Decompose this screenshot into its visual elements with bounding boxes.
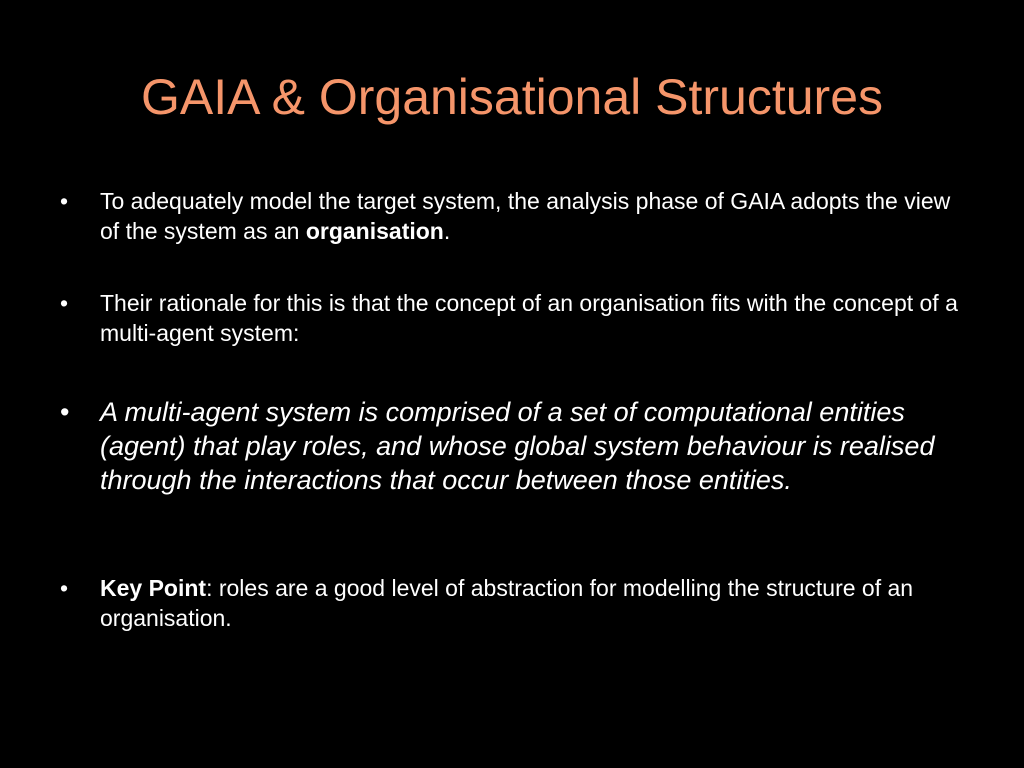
bullet-text-segment: : roles are a good level of abstraction for modelling the structure of an organisation.	[100, 575, 914, 631]
bullet-text-segment: To adequately model the target system, the analysis phase of GAIA adopts the view of the system as an	[100, 188, 951, 244]
bullet-text	[100, 573, 960, 633]
bullet-bold-term: Key Point	[100, 575, 207, 601]
bullet-marker: •	[60, 397, 70, 427]
bullet-marker: •	[60, 290, 69, 316]
bullet-bold-term: organisation	[305, 218, 444, 244]
bullet-text-quote: A multi-agent system is comprised of a set of computational entities (agent) that play roles, and whose global system behaviour is realised through the interactions that occur between those entities.	[100, 397, 935, 495]
bullet-marker: •	[60, 188, 69, 214]
bullet-text: Their rationale for this is that the concept of an organisation fits with the concept of a multi-agent system:	[100, 290, 958, 346]
bullet-text-segment: .	[443, 218, 451, 244]
bullet-text	[100, 186, 960, 246]
slide-title: GAIA & Organisational Structures	[140, 69, 884, 125]
bullet-marker: •	[60, 575, 69, 601]
